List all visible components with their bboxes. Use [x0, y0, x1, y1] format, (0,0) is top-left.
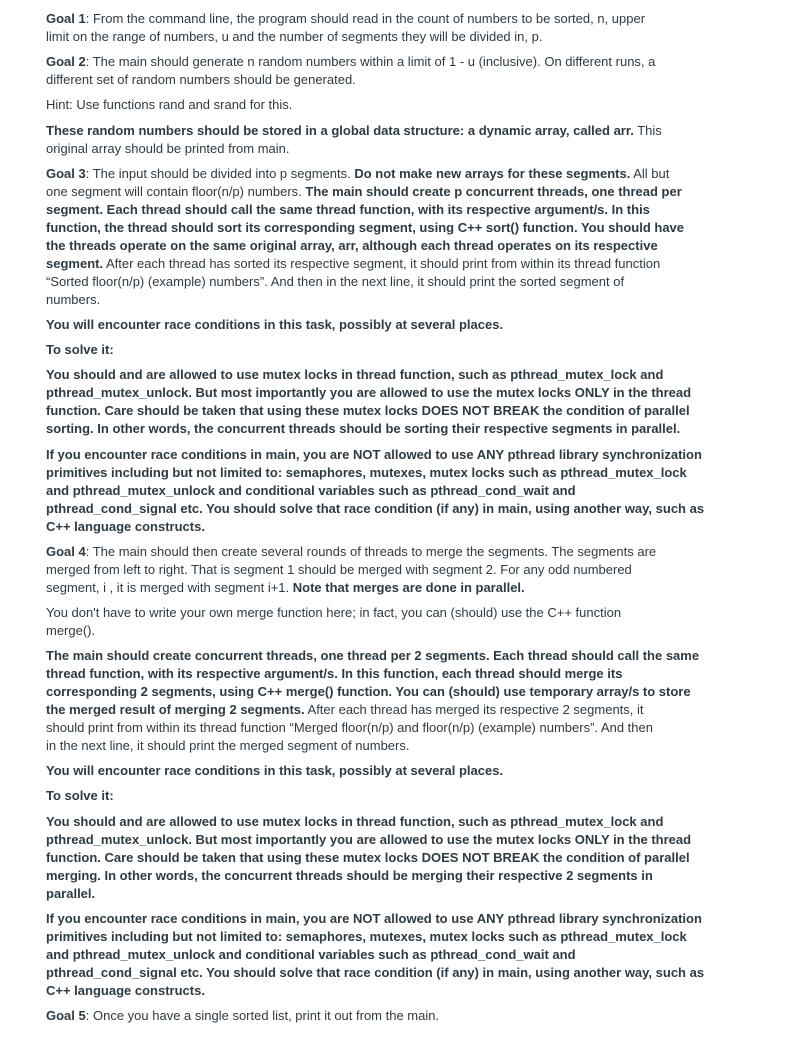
text-line — [46, 518, 704, 536]
paragraph — [46, 165, 704, 309]
text-line — [46, 737, 704, 755]
text: should print from within its thread function “Merged floor(n/p) and floor(n/p) (example) numbers”. And then — [46, 720, 653, 736]
text-line — [46, 647, 704, 665]
paragraph — [46, 543, 704, 597]
text-line — [46, 420, 704, 438]
text: different set of random numbers should be generated. — [46, 72, 356, 88]
text-line — [46, 96, 704, 114]
text: segment, i , it is merged with segment i+1. — [46, 579, 293, 595]
text-line — [46, 813, 704, 831]
text: This — [633, 122, 662, 138]
bold-text: The main should create p concurrent threads, one thread per — [305, 183, 682, 199]
text: : Once you have a single sorted list, print it out from the main. — [85, 1008, 440, 1023]
bold-text: You should and are allowed to use mutex locks in thread function, such as pthread_mutex_lock and — [46, 367, 664, 383]
bold-text: To solve it: — [46, 342, 114, 358]
text-line — [46, 341, 704, 359]
text-line — [46, 604, 704, 622]
paragraph — [46, 446, 704, 536]
bold-text: and pthread_mutex_unlock and conditional variables such as pthread_cond_wait and — [46, 482, 576, 498]
text-line — [46, 366, 704, 384]
text-line — [46, 885, 704, 903]
bold-text: Goal 2 — [46, 54, 86, 70]
bold-text: and pthread_mutex_unlock and conditional variables such as pthread_cond_wait and — [46, 946, 576, 962]
paragraph — [46, 604, 704, 640]
text-line — [46, 464, 704, 482]
text-line — [46, 10, 704, 28]
text: numbers. — [46, 291, 101, 307]
bold-text: primitives including but not limited to: semaphores, mutexes, mutex locks such as pthread_mutex_lock — [46, 928, 687, 944]
text-line — [46, 273, 704, 291]
text: one segment will contain floor(n/p) numbers. — [46, 183, 306, 199]
text: original array should be printed from main. — [46, 140, 290, 156]
text: After each thread has merged its respective 2 segments, it — [304, 702, 644, 718]
bold-text: parallel. — [46, 885, 96, 901]
bold-text: These random numbers should be stored in a global data structure: a dynamic array, called arr. — [46, 122, 634, 138]
text-line — [46, 543, 704, 561]
text-line — [46, 384, 704, 402]
bold-text: thread function, with its respective argument/s. In this function, each thread should merge its — [46, 666, 623, 682]
paragraph — [46, 53, 704, 89]
bold-text: segment. Each thread should call the same thread function, with its respective argument/s. In this — [46, 201, 650, 217]
bold-text: function. Care should be taken that using these mutex locks DOES NOT BREAK the condition of parallel — [46, 403, 690, 419]
paragraph — [46, 10, 704, 46]
text: : The main should generate n random numbers within a limit of 1 - u (inclusive). On different runs, a — [85, 54, 656, 70]
text-line — [46, 867, 704, 885]
text-line — [46, 579, 704, 597]
assignment-document — [46, 10, 704, 1032]
paragraph — [46, 122, 704, 158]
text-line — [46, 165, 704, 183]
bold-text: The main should create concurrent threads, one thread per 2 segments. Each thread should call the same — [46, 648, 700, 664]
bold-text: Goal 3 — [46, 165, 86, 181]
paragraph — [46, 787, 704, 805]
bold-text: To solve it: — [46, 788, 114, 804]
text-line — [46, 201, 704, 219]
text-line — [46, 183, 704, 201]
text-line — [46, 316, 704, 334]
bold-text: You should and are allowed to use mutex locks in thread function, such as pthread_mutex_lock and — [46, 813, 664, 829]
text-line — [46, 622, 704, 640]
text-line — [46, 928, 704, 946]
paragraph — [46, 647, 704, 755]
text: After each thread has sorted its respective segment, it should print from within its thread function — [103, 255, 661, 271]
text-line — [46, 762, 704, 780]
bold-text: If you encounter race conditions in main, you are NOT allowed to use ANY pthread library synchronization — [46, 446, 702, 462]
paragraph — [46, 366, 704, 438]
text: You don't have to write your own merge function here; in fact, you can (should) use the C++ function — [46, 604, 622, 620]
text: merge(). — [46, 622, 96, 638]
paragraph — [46, 316, 704, 334]
text-line — [46, 683, 704, 701]
text: merged from left to right. That is segment 1 should be merged with segment 2. For any odd numbered — [46, 561, 632, 577]
bold-text: C++ language constructs. — [46, 982, 205, 998]
bold-text: You will encounter race conditions in this task, possibly at several places. — [46, 316, 504, 332]
text-line — [46, 122, 704, 140]
text: All but — [630, 165, 670, 181]
text-line — [46, 28, 704, 46]
text-line — [46, 446, 704, 464]
paragraph — [46, 762, 704, 780]
text-line — [46, 946, 704, 964]
text: limit on the range of numbers, u and the number of segments they will be divided in, p. — [46, 29, 543, 44]
text-line — [46, 291, 704, 309]
bold-text: Goal 1 — [46, 11, 86, 26]
text-line — [46, 831, 704, 849]
text-line — [46, 719, 704, 737]
bold-text: segment. — [46, 255, 104, 271]
text-line — [46, 237, 704, 255]
paragraph — [46, 96, 704, 114]
text-line — [46, 255, 704, 273]
bold-text: C++ language constructs. — [46, 518, 205, 534]
text-line — [46, 701, 704, 719]
bold-text: primitives including but not limited to: semaphores, mutexes, mutex locks such as pthread_mutex_lock — [46, 464, 687, 480]
text-line — [46, 561, 704, 579]
bold-text: If you encounter race conditions in main, you are NOT allowed to use ANY pthread library synchronization — [46, 910, 702, 926]
text: : The main should then create several rounds of threads to merge the segments. The segments are — [85, 543, 657, 559]
text-line — [46, 964, 704, 982]
paragraph — [46, 341, 704, 359]
text-line — [46, 849, 704, 867]
text-line — [46, 500, 704, 518]
text-line — [46, 140, 704, 158]
bold-text: pthread_cond_signal etc. You should solve that race condition (if any) in main, using another way, such as — [46, 500, 705, 516]
text-line — [46, 910, 704, 928]
text: : The input should be divided into p segments. — [85, 165, 355, 181]
bold-text: Note that merges are done in parallel. — [292, 579, 525, 595]
text: Hint: Use functions rand and srand for this. — [46, 97, 293, 113]
bold-text: sorting. In other words, the concurrent threads should be sorting their respective segments in parallel. — [46, 421, 681, 437]
text: “Sorted floor(n/p) (example) numbers”. And then in the next line, it should print the sorted segment of — [46, 273, 625, 289]
bold-text: corresponding 2 segments, using C++ merge() function. You can (should) use temporary array/s to store — [46, 684, 691, 700]
bold-text: function. Care should be taken that using these mutex locks DOES NOT BREAK the condition of parallel — [46, 849, 690, 865]
bold-text: pthread_mutex_unlock. But most importantly you are allowed to use the mutex locks ONLY in the thread — [46, 385, 692, 401]
bold-text: Goal 5 — [46, 1008, 86, 1023]
text-line — [46, 665, 704, 683]
bold-text: Goal 4 — [46, 543, 86, 559]
bold-text: the merged result of merging 2 segments. — [46, 702, 305, 718]
bold-text: You will encounter race conditions in this task, possibly at several places. — [46, 763, 504, 779]
bold-text: the threads operate on the same original array, arr, although each thread operates on its respective — [46, 237, 658, 253]
paragraph — [46, 910, 704, 1000]
paragraph — [46, 813, 704, 903]
text-line — [46, 53, 704, 71]
text: in the next line, it should print the merged segment of numbers. — [46, 738, 410, 754]
text-line — [46, 219, 704, 237]
bold-text: function, the thread should sort its corresponding segment, using C++ sort() function. You should have — [46, 219, 685, 235]
bold-text: merging. In other words, the concurrent threads should be merging their respective 2 segments in — [46, 867, 653, 883]
text-line — [46, 402, 704, 420]
text-line — [46, 71, 704, 89]
bold-text: pthread_mutex_unlock. But most importantly you are allowed to use the mutex locks ONLY in the thread — [46, 831, 692, 847]
paragraph — [46, 1007, 704, 1025]
bold-text: Do not make new arrays for these segments. — [354, 165, 631, 181]
text-line — [46, 482, 704, 500]
text-line — [46, 787, 704, 805]
bold-text: pthread_cond_signal etc. You should solve that race condition (if any) in main, using another way, such as — [46, 964, 705, 980]
text-line — [46, 982, 704, 1000]
text-line — [46, 1007, 704, 1025]
text: : From the command line, the program should read in the count of numbers to be sorted, n, upper — [85, 11, 646, 26]
